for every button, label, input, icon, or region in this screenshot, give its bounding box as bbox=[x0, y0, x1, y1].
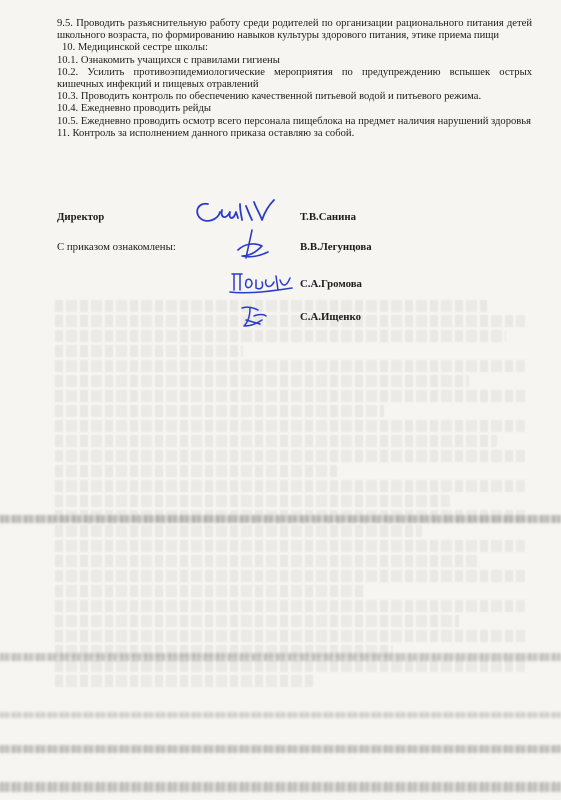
order-text bbox=[57, 18, 532, 140]
paragraph-10-4: 10.4. Ежедневно проводить рейды bbox=[57, 103, 211, 115]
director-signature bbox=[190, 196, 286, 232]
signer-name-2: С.А.Громова bbox=[300, 278, 362, 290]
director-name: Т.В.Санина bbox=[300, 211, 356, 223]
paragraph-10-5: 10.5. Ежедневно проводить осмотр всего персонала пищеблока на предмет наличия нарушений здоровья bbox=[57, 115, 532, 127]
scan-smudge bbox=[0, 653, 561, 661]
scan-smudge bbox=[0, 745, 561, 753]
paragraph-10-2: 10.2. Усилить противоэпидемиологические мероприятия по предупреждению вспышек острых кишечных инфекций и пищевых отравлений bbox=[57, 66, 532, 91]
signer-2-signature bbox=[226, 268, 296, 298]
scan-smudge bbox=[0, 712, 561, 718]
paragraph-10: 10. Медицинской сестре школы: bbox=[62, 42, 208, 54]
signer-name-1: В.В.Легунцова bbox=[300, 241, 372, 253]
scan-smudge bbox=[0, 782, 561, 792]
acquainted-label: С приказом ознакомлены: bbox=[57, 241, 176, 253]
paragraph-9-5: 9.5. Проводить разъяснительную работу среди родителей по организации рационального питания детей школьного возраста, по формированию навыков культуры здорового питания, этике приема пищи bbox=[57, 18, 532, 42]
signer-1-signature bbox=[232, 228, 276, 264]
signer-name-3: С.А.Ищенко bbox=[300, 311, 361, 323]
paragraph-10-3: 10.3. Проводить контроль по обеспечению качественной питьевой водой и питьевого режима. bbox=[57, 91, 482, 103]
scan-smudge bbox=[0, 515, 561, 523]
signer-3-signature bbox=[236, 302, 272, 332]
bleed-through-text bbox=[55, 300, 525, 690]
paragraph-10-1: 10.1. Ознакомить учащихся с правилами гигиены bbox=[57, 54, 280, 66]
paragraph-11: 11. Контроль за исполнением данного приказа оставляю за собой. bbox=[57, 127, 355, 139]
director-label: Директор bbox=[57, 211, 105, 223]
